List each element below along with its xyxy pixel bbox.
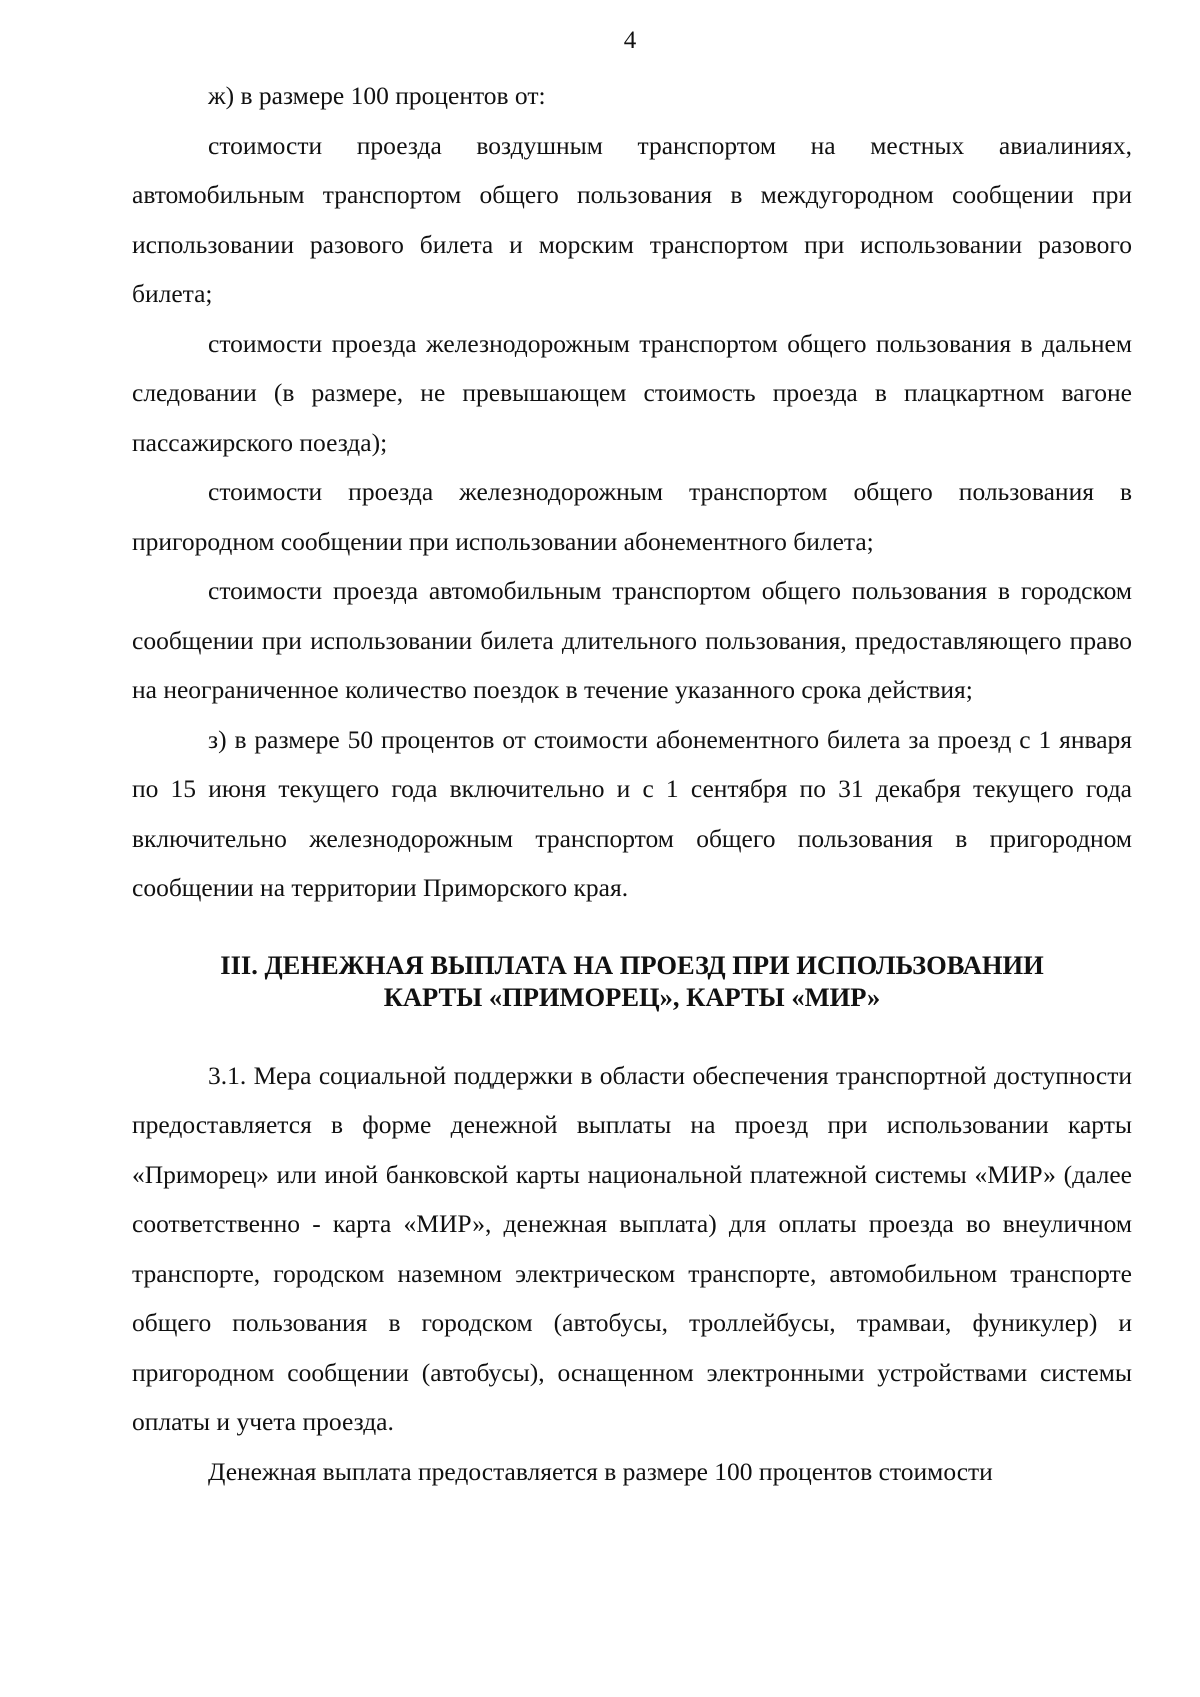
paragraph-road-urban: стоимости проезда автомобильным транспортом общего пользования в городском сообщении при использовании билета длительного пользования, предоставляющего право на неограниченное количество поездок в течение указанного срока действия;: [132, 576, 1132, 704]
document-body: [132, 71, 1132, 1496]
paragraph-item-z: з) в размере 50 процентов от стоимости абонементного билета за проезд с 1 января по 15 июня текущего года включительно и с 1 сентября по 31 декабря текущего года включительно железнодорожным транспортом общего пользования в пригородном сообщении на территории Приморского края.: [132, 724, 1132, 902]
section-heading-line-1: III. ДЕНЕЖНАЯ ВЫПЛАТА НА ПРОЕЗД ПРИ ИСПОЛЬЗОВАНИИ: [220, 949, 1044, 980]
paragraph-rail-suburban: стоимости проезда железнодорожным транспортом общего пользования в пригородном сообщении при использовании абонементного билета;: [132, 477, 1132, 556]
paragraph-rail-long-distance: стоимости проезда железнодорожным транспортом общего пользования в дальнем следовании (в размере, не превышающем стоимость проезда в плацкартном вагоне пассажирского поезда);: [132, 328, 1132, 457]
section-heading: [132, 949, 1132, 1013]
page-number: 4: [623, 27, 637, 54]
paragraph-air-road-sea: стоимости проезда воздушным транспортом на местных авиалиниях, автомобильным транспортом общего пользования в междугородном сообщении при использовании разового билета и морским транспортом при использовании разового билета;: [132, 130, 1132, 308]
section-heading-line-2: КАРТЫ «ПРИМОРЕЦ», КАРТЫ «МИР»: [383, 981, 881, 1012]
paragraph-3-1: 3.1. Мера социальной поддержки в области обеспечения транспортной доступности предоставляется в форме денежной выплаты на проезд при использовании карты «Приморец» или иной банковской карты национальной платежной системы «МИР» (далее соответственно - карта «МИР», денежная выплата) для оплаты проезда во внеуличном транспорте, городском наземном электрическом транспорте, автомобильном транспорте общего пользования в городском (автобусы, троллейбусы, трамваи, фуникулер) и пригородном сообщении (автобусы), оснащенном электронными устройствами системы оплаты и учета проезда.: [132, 1060, 1132, 1436]
paragraph-item-zh: ж) в размере 100 процентов от:: [208, 81, 546, 110]
paragraph-payment-amount: Денежная выплата предоставляется в размере 100 процентов стоимости: [208, 1456, 993, 1486]
